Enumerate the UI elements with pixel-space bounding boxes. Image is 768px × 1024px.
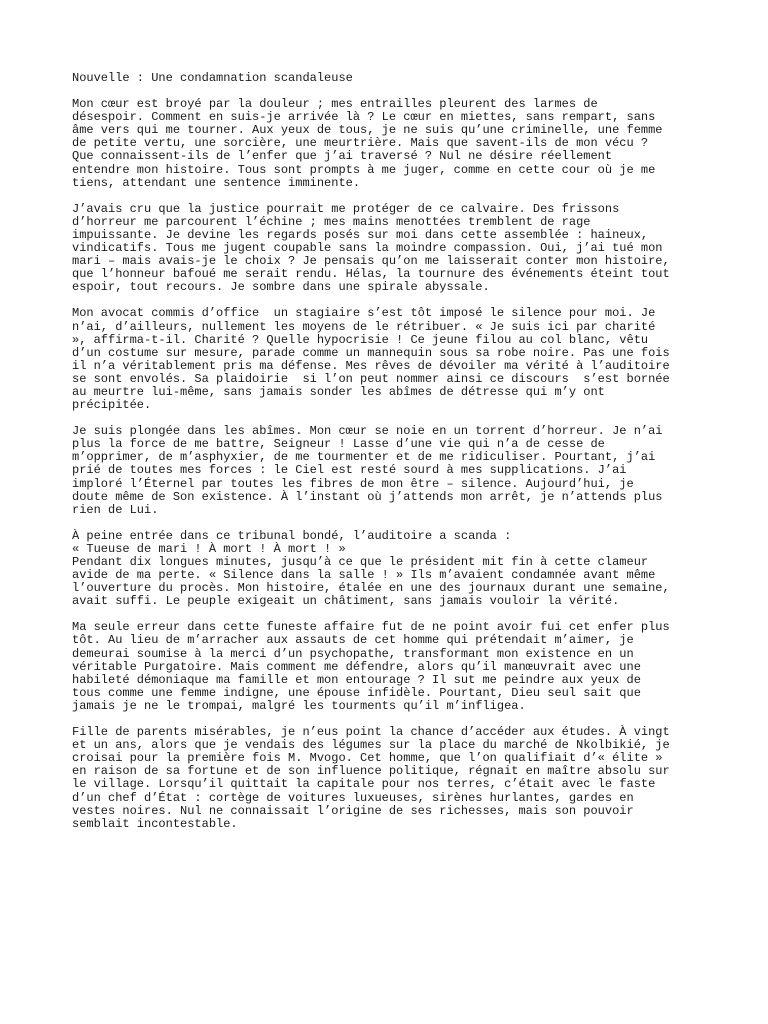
text-line: prié de toutes mes forces : le Ciel est resté sourd à mes supplications. J’ai xyxy=(72,463,627,478)
paragraph xyxy=(72,726,700,831)
text-line: n’ai, d’ailleurs, nullement les moyens de le rétribuer. « Je suis ici par charité xyxy=(72,319,656,334)
text-line: l’ouverture du procès. Mon histoire, étalée en une des journaux durant une semaine, xyxy=(72,581,670,596)
text-line: tôt. Au lieu de m’arracher aux assauts de cet homme qui prétendait m’aimer, je xyxy=(72,633,634,648)
text-line: il n’a véritablement pris ma défense. Mes rêves de dévoiler ma vérité à l’auditoire xyxy=(72,358,670,373)
text-line: entendre mon histoire. Tous sont prompts à me juger, comme en cette cour où je me xyxy=(72,162,656,177)
text-line: habileté démoniaque ma famille et mon entourage ? Il sut me peindre aux yeux de xyxy=(72,672,641,687)
text-line: vindicatifs. Tous me jugent coupable sans la moindre compassion. Oui, j’ai tué mon xyxy=(72,241,663,256)
text-line: que l’honneur bafoué me serait rendu. Hélas, la tournure des événements éteint tout xyxy=(72,267,670,282)
text-line: et un ans, alors que je vendais des légumes sur la place du marché de Nkolbikié, je xyxy=(72,738,670,753)
text-line: mari – mais avais-je le choix ? Je pensais qu’on me laisserait conter mon histoire, xyxy=(72,254,670,269)
paragraph xyxy=(72,203,700,295)
text-line: d’un chef d’État : cortège de voitures luxueuses, sirènes hurlantes, gardes en xyxy=(72,790,634,805)
text-line: Mon avocat commis d’office un stagiaire s’est tôt imposé le silence pour moi. Je xyxy=(72,306,656,321)
text-line: d’un costume sur mesure, parade comme un mannequin sous sa robe noire. Pas une fois xyxy=(72,345,670,360)
text-line: tiens, attendant une sentence imminente. xyxy=(72,175,361,190)
text-line: espoir, tout recours. Je sombre dans une spirale abyssale. xyxy=(72,280,490,295)
text-line: demeurai soumise à la merci d’un psychopathe, transformant mon existence en un xyxy=(72,646,634,661)
text-line: précipitée. xyxy=(72,398,152,413)
text-line: J’avais cru que la justice pourrait me protéger de ce calvaire. Des frissons xyxy=(72,201,620,216)
text-line: avait suffi. Le peuple exigeait un châtiment, sans jamais vouloir la vérité. xyxy=(72,594,620,609)
text-line: semblait incontestable. xyxy=(72,816,238,831)
text-line: désespoir. Comment en suis-je arrivée là ? Le cœur en miettes, sans rempart, sans xyxy=(72,110,656,125)
text-line: au meurtre lui-même, sans jamais sonder les abîmes de détresse qui m’y ont xyxy=(72,384,605,399)
text-line: d’horreur me parcourent l’échine ; mes mains menottées tremblent de rage xyxy=(72,214,591,229)
paragraph xyxy=(72,307,700,412)
text-line: avide de ma perte. « Silence dans la salle ! » Ils m’avaient condamnée avant même xyxy=(72,568,656,583)
paragraph xyxy=(72,425,700,517)
text-line: doute même de Son existence. À l’instant où j’attends mon arrêt, je n’attends plus xyxy=(72,489,663,504)
text-line: », affirma-t-il. Charité ? Quelle hypocrisie ! Ce jeune filou au col blanc, vêtu xyxy=(72,332,649,347)
document-title: Nouvelle : Une condamnation scandaleuse xyxy=(72,71,353,85)
text-line: véritable Purgatoire. Mais comment me défendre, alors qu’il manœuvrait avec une xyxy=(72,659,641,674)
paragraph xyxy=(72,98,700,190)
text-line: vestes noires. Nul ne connaissait l’origine de ses richesses, mais son pouvoir xyxy=(72,803,634,818)
text-line: impuissante. Je devine les regards posés sur moi dans cette assemblée : haineux, xyxy=(72,227,649,242)
text-line: Je suis plongée dans les abîmes. Mon cœur se noie en un torrent d’horreur. Je n’ai xyxy=(72,424,663,439)
text-line: de petite vertu, une sorcière, une meurtrière. Mais que savent-ils de mon vécu ? xyxy=(72,136,649,151)
text-line: jamais je ne le trompai, malgré les tourments qu’il m’infligea. xyxy=(72,698,526,713)
text-line: croisai pour la première fois M. Mvogo. Cet homme, que l’on qualifiait d’« élite » xyxy=(72,751,663,766)
text-line: âme vers qui me tourner. Aux yeux de tous, je ne suis qu’une criminelle, une femme xyxy=(72,123,663,138)
text-line: Que connaissent-ils de l’enfer que j’ai traversé ? Nul ne désire réellement xyxy=(72,149,613,164)
text-line: Mon cœur est broyé par la douleur ; mes entrailles pleurent des larmes de xyxy=(72,97,598,112)
text-line: plus la force de me battre, Seigneur ! Lasse d’une vie qui n’a de cesse de xyxy=(72,437,605,452)
text-line: À peine entrée dans ce tribunal bondé, l’auditoire a scanda : xyxy=(72,528,512,543)
text-line: imploré l’Éternel par toutes les fibres de mon être – silence. Aujourd’hui, je xyxy=(72,476,634,491)
text-line: « Tueuse de mari ! À mort ! À mort ! » xyxy=(72,541,346,556)
document-page xyxy=(72,72,700,844)
paragraph xyxy=(72,621,700,713)
text-line: Fille de parents misérables, je n’eus point la chance d’accéder aux études. À vingt xyxy=(72,725,670,740)
text-line: Pendant dix longues minutes, jusqu’à ce que le président mit fin à cette clameur xyxy=(72,555,649,569)
text-line: se sont envolés. Sa plaidoirie si l’on peut nommer ainsi ce discours s’est bornée xyxy=(72,371,670,386)
text-line: tous comme une femme indigne, une épouse infidèle. Pourtant, Dieu seul sait que xyxy=(72,685,641,700)
paragraph xyxy=(72,530,700,609)
text-line: le village. Lorsqu’il quittait la capitale pour nos terres, c’était avec le faste xyxy=(72,777,656,792)
text-line: m’opprimer, de m’asphyxier, de me tourmenter et de me ridiculiser. Pourtant, j’ai xyxy=(72,450,656,465)
text-line: en raison de sa fortune et de son influence politique, régnait en maître absolu sur xyxy=(72,764,670,779)
document-body xyxy=(72,98,700,831)
text-line: rien de Lui. xyxy=(72,502,159,517)
text-line: Ma seule erreur dans cette funeste affaire fut de ne point avoir fui cet enfer plus xyxy=(72,620,670,635)
